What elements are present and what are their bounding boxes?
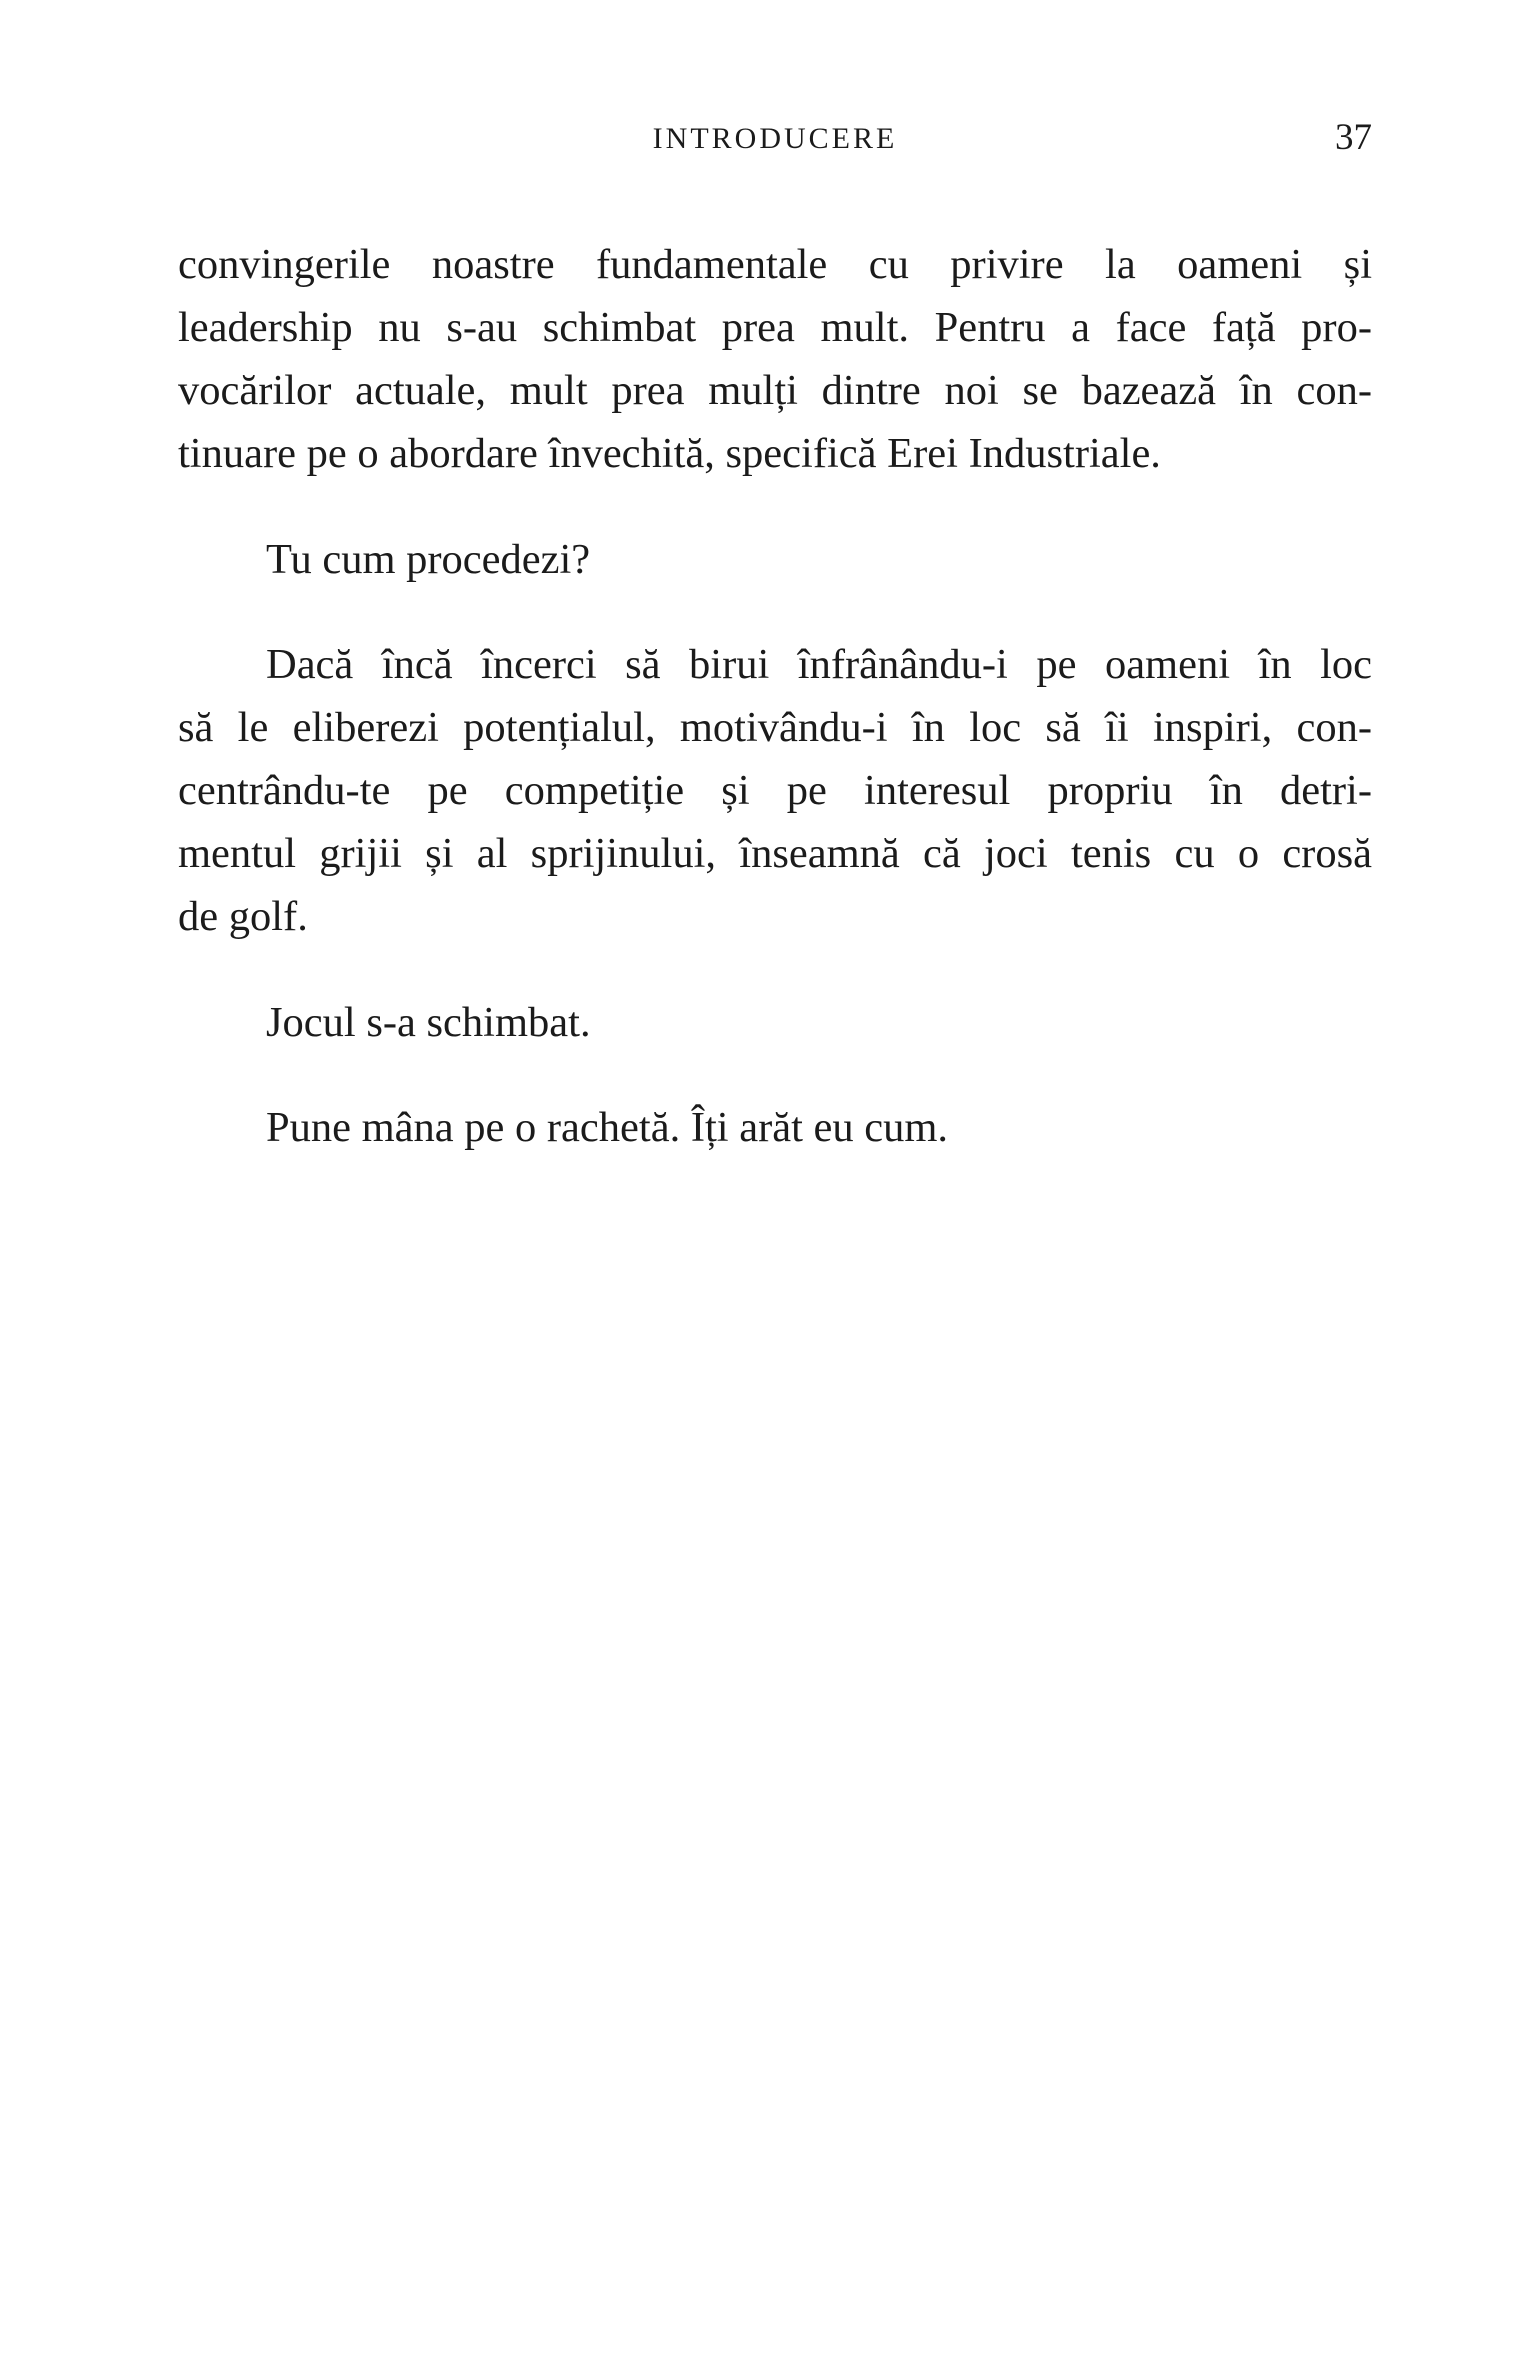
text-line: mentul grijii și al sprijinului, înseamnă că joci tenis cu o crosă bbox=[178, 830, 1372, 877]
text-line: Jocul s-a schimbat. bbox=[266, 998, 591, 1046]
text-line: centrându-te pe competiție și pe interesul propriu în detri- bbox=[178, 767, 1372, 814]
text-line: convingerile noastre fundamentale cu privire la oameni și bbox=[178, 241, 1372, 288]
text-line: Dacă încă încerci să birui înfrânându-i pe oameni în loc bbox=[266, 641, 1372, 688]
text-line: Tu cum procedezi? bbox=[266, 535, 591, 583]
text-line: Pune mâna pe o rachetă. Îți arăt eu cum. bbox=[266, 1104, 949, 1151]
body-text bbox=[178, 233, 1372, 1202]
running-title: INTRODUCERE bbox=[652, 122, 898, 155]
text-line: de golf. bbox=[178, 893, 308, 940]
text-line: vocărilor actuale, mult prea mulți dintre noi se bazează în con- bbox=[178, 367, 1372, 414]
text-line: leadership nu s-au schimbat prea mult. Pentru a face față pro- bbox=[178, 304, 1372, 351]
text-line: tinuare pe o abordare învechită, specifică Erei Industriale. bbox=[178, 430, 1161, 477]
text-line: să le eliberezi potențialul, motivându-i în loc să îi inspiri, con- bbox=[178, 704, 1372, 751]
running-header bbox=[178, 118, 1372, 162]
page-number: 37 bbox=[1335, 117, 1372, 158]
